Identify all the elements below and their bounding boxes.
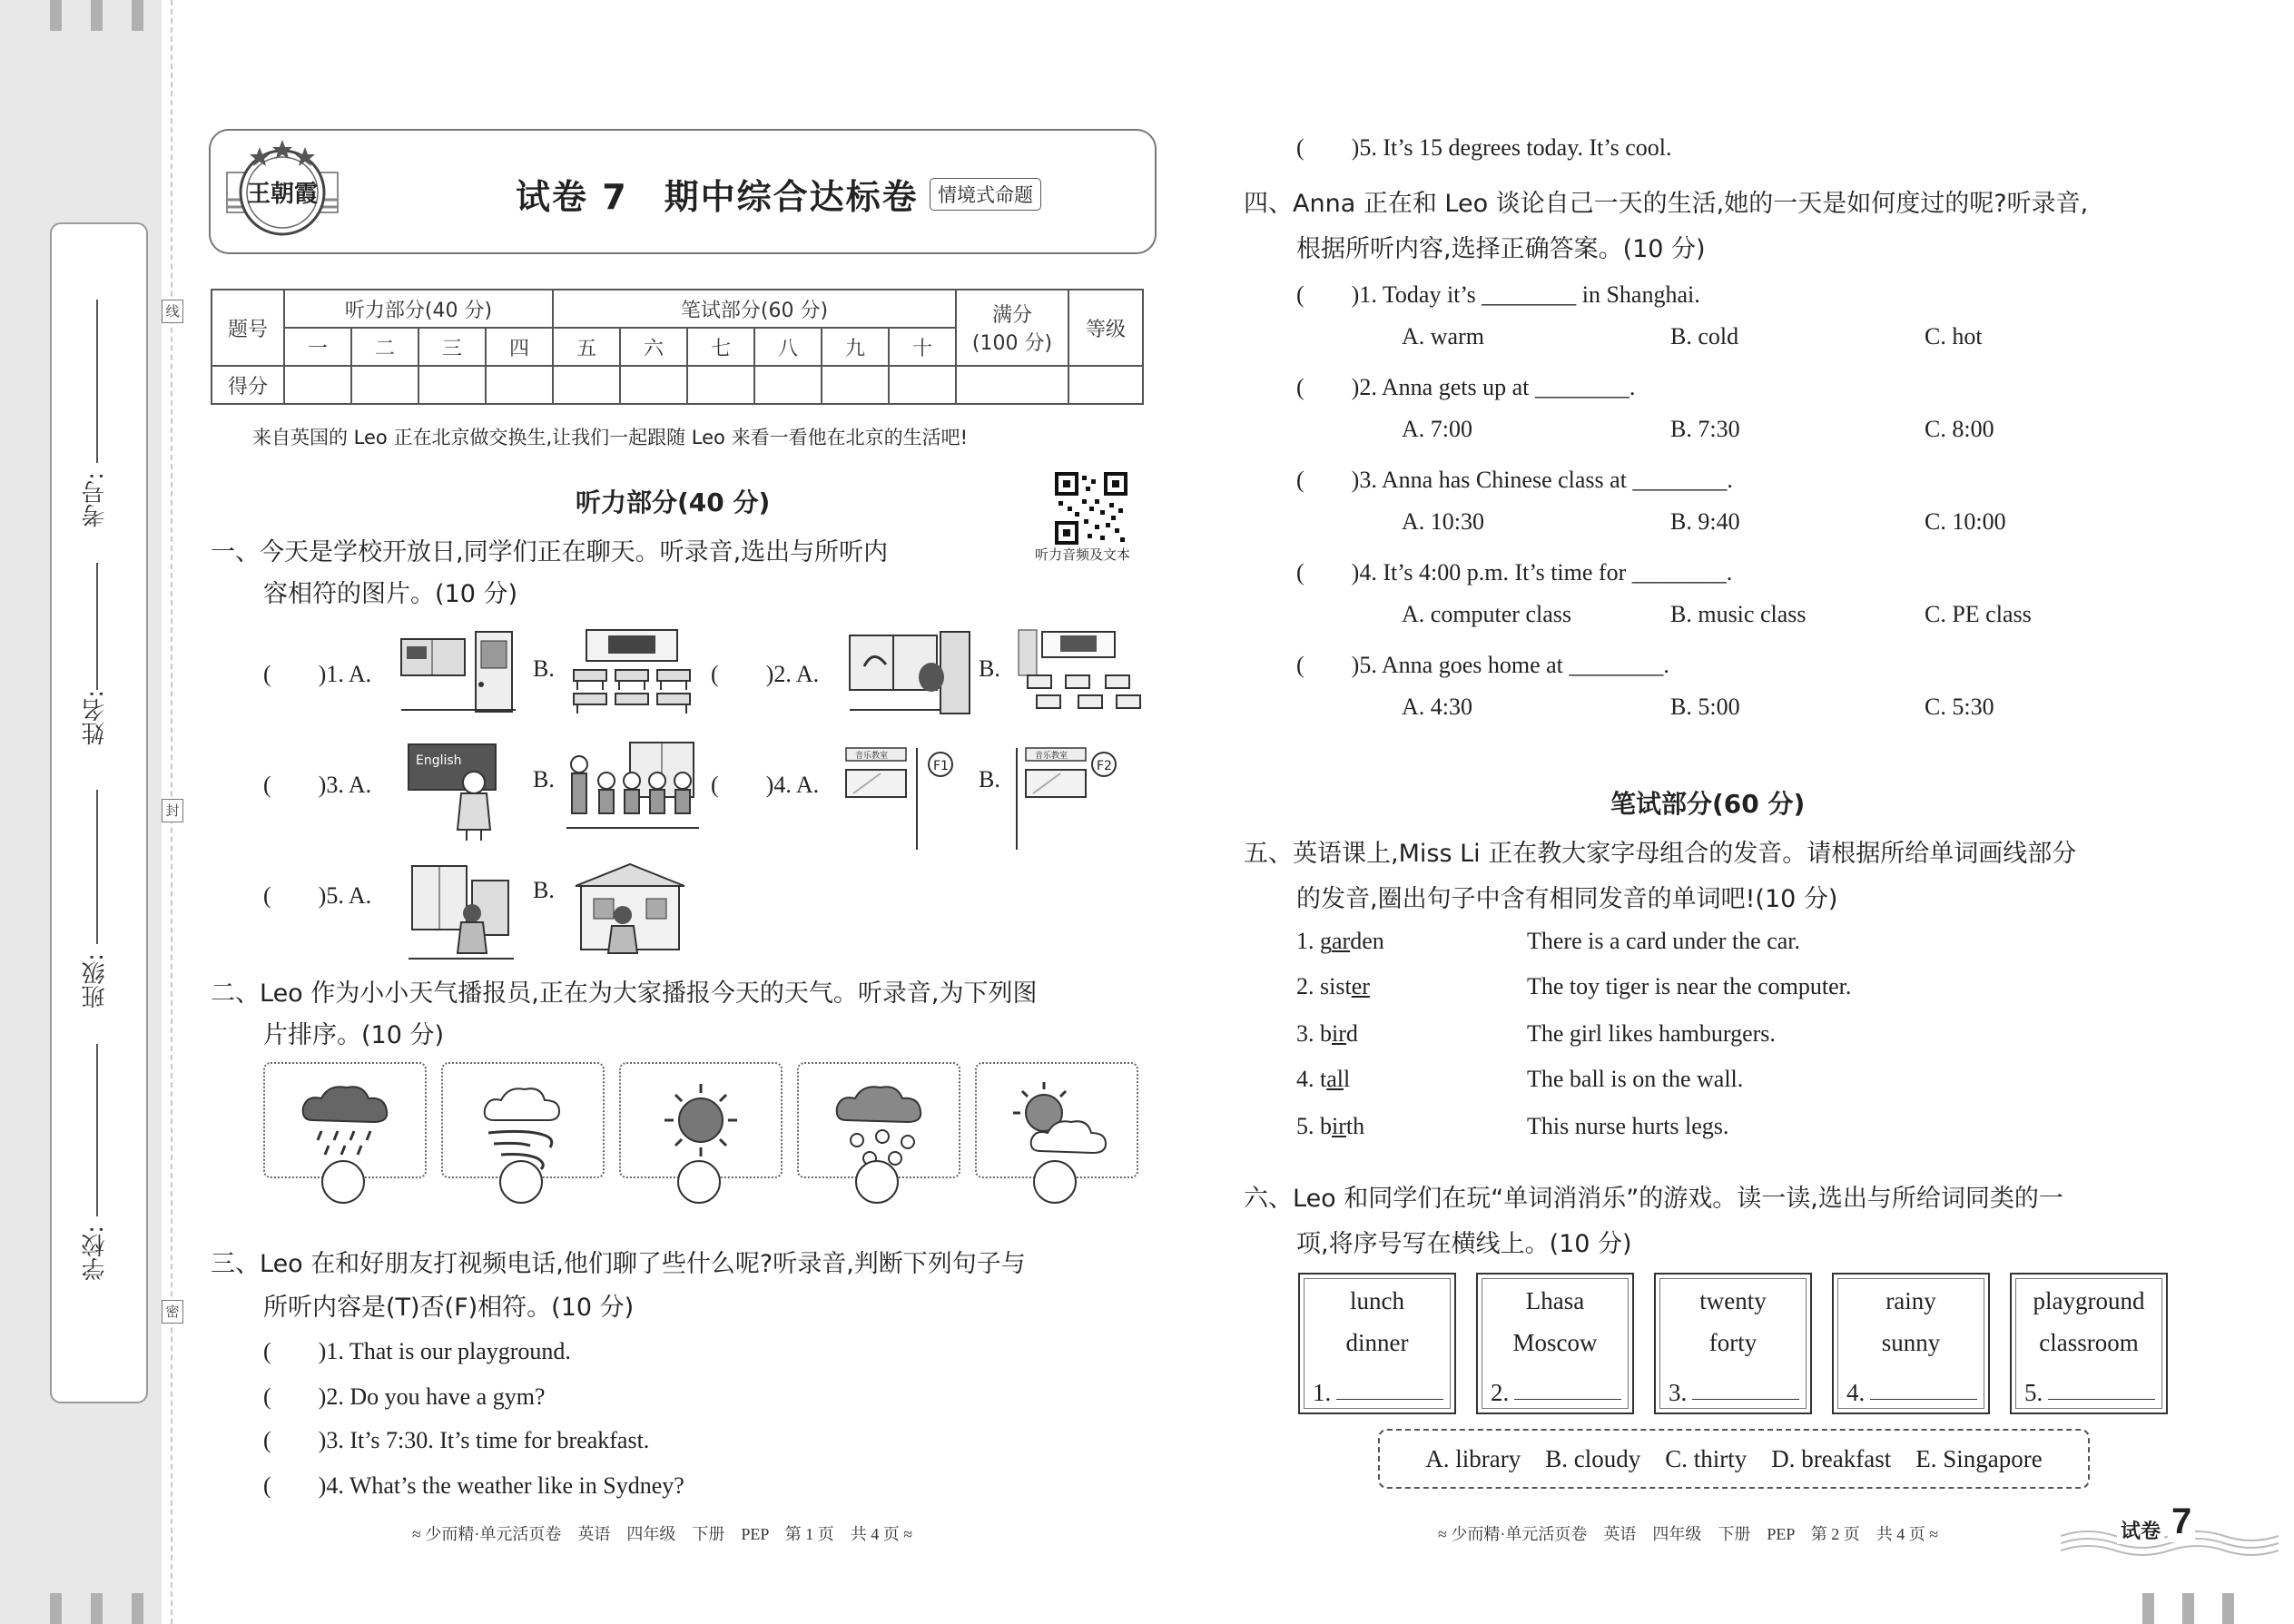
section1-heading-cont: 容相符的图片。(10 分) — [263, 580, 518, 608]
answer-line-3[interactable] — [1692, 1399, 1799, 1400]
answer-line-4[interactable] — [1870, 1399, 1977, 1400]
s4-q3-b: B. 9:40 — [1670, 508, 1740, 535]
margin-bar — [2182, 1593, 2194, 1624]
s4-q5-b: B. 5:00 — [1670, 694, 1740, 720]
intro-text: 来自英国的 Leo 正在北京做交换生,让我们一起跟随 Leo 来看一看他在北京的生活吧! — [252, 427, 968, 448]
s1-item-2: ( )2. A. — [711, 661, 820, 687]
s4-q2-c: C. 8:00 — [1925, 416, 1994, 442]
s5-word-5: 5. birth — [1296, 1113, 1365, 1139]
music-room-sign: 音乐教室 — [855, 752, 889, 761]
scenario-tag: 情境式命题 — [930, 178, 1041, 211]
s5-sentence-1: There is a card under the car. — [1527, 928, 1801, 954]
score-cell[interactable] — [553, 366, 620, 404]
s5-sentence-5: This nurse hurts legs. — [1527, 1113, 1729, 1139]
english-board-text: English — [416, 753, 462, 768]
s1-item-3: ( )3. A. — [263, 772, 372, 798]
score-table-listening: 听力部分(40 分) — [284, 290, 553, 328]
section5-heading: 五、英语课上,Miss Li 正在教大家字母组合的发音。请根据所给单词画线部分 — [1244, 840, 2077, 868]
score-cell[interactable] — [956, 366, 1068, 404]
score-table-score-label: 得分 — [212, 366, 284, 404]
s4-q3-c: C. 10:00 — [1925, 508, 2006, 535]
class-label: 班级: — [82, 953, 109, 1009]
score-cell[interactable] — [284, 366, 351, 404]
s5-word-4: 4. tall — [1296, 1066, 1351, 1092]
library-picture — [409, 862, 514, 962]
score-table-item-label: 题号 — [212, 290, 284, 366]
s3-item-5: ( )5. It’s 15 degrees today. It’s cool. — [1296, 134, 1672, 161]
footer-right: ≈ 少而精·单元活页卷 英语 四年级 下册 PEP 第 2 页 共 4 页 ≈ — [1438, 1525, 1939, 1543]
class-line[interactable] — [96, 790, 98, 944]
score-cell[interactable] — [754, 366, 822, 404]
s4-q4-a: A. computer class — [1402, 601, 1572, 627]
name-line[interactable] — [96, 563, 98, 690]
margin-bar — [2222, 1593, 2234, 1624]
score-table-grade: 等级 — [1068, 290, 1143, 366]
score-cell[interactable] — [889, 366, 956, 404]
section3-heading-cont: 所听内容是(T)否(F)相符。(10 分) — [263, 1294, 635, 1322]
score-col: 三 — [418, 328, 486, 366]
s4-q5-c: C. 5:30 — [1925, 694, 1994, 720]
s3-item-4: ( )4. What’s the weather like in Sydney? — [263, 1472, 684, 1499]
answer-line-2[interactable] — [1514, 1399, 1621, 1400]
seal-mark-line: 线 — [162, 300, 183, 323]
score-table-writing: 笔试部分(60 分) — [553, 290, 956, 328]
s4-q5: ( )5. Anna goes home at ________. — [1296, 652, 1669, 678]
section2-heading: 二、Leo 作为小小天气播报员,正在为大家播报今天的天气。听录音,为下列图 — [211, 979, 1038, 1008]
section6-heading-cont: 项,将序号写在横线上。(10 分) — [1296, 1230, 1632, 1258]
s4-q1-a: A. warm — [1402, 323, 1484, 349]
school-label: 学校: — [82, 1225, 109, 1281]
score-cell[interactable] — [822, 366, 889, 404]
score-cell[interactable] — [620, 366, 687, 404]
s5-sentence-4: The ball is on the wall. — [1527, 1066, 1744, 1092]
publisher-logo — [223, 136, 341, 243]
english-teacher-picture — [407, 743, 497, 842]
score-col: 九 — [822, 328, 889, 366]
s1-item-4-b: B. — [979, 766, 1000, 792]
name-label: 姓名: — [82, 690, 109, 745]
seal-mark-seal: 封 — [162, 799, 183, 822]
s1-item-2-b: B. — [979, 655, 1000, 682]
section3-heading: 三、Leo 在和好朋友打视频电话,他们聊了些什么呢?听录音,判断下列句子与 — [211, 1250, 1026, 1278]
s1-item-4: ( )4. A. — [711, 772, 820, 798]
floor-f1-label: F1 — [933, 759, 949, 773]
seal-mark-dense: 密 — [162, 1300, 183, 1324]
order-circle-3[interactable] — [677, 1160, 721, 1204]
score-cell[interactable] — [486, 366, 553, 404]
section4-heading-cont: 根据所听内容,选择正确答案。(10 分) — [1296, 235, 1706, 263]
s3-item-3: ( )3. It’s 7:30. It’s time for breakfast. — [263, 1427, 650, 1453]
s4-q2-b: B. 7:30 — [1670, 416, 1740, 442]
section5-heading-cont: 的发音,圈出句子中含有相同发音的单词吧!(10 分) — [1296, 885, 1838, 913]
school-line[interactable] — [96, 1044, 98, 1216]
exam-number-label: 考号: — [82, 472, 109, 527]
music-room-sign-2: 音乐教室 — [1035, 752, 1068, 761]
s4-q3-a: A. 10:30 — [1402, 508, 1484, 535]
margin-bar — [2142, 1593, 2154, 1624]
badge-label: 试卷 — [2117, 1516, 2164, 1544]
s5-sentence-2: The toy tiger is near the computer. — [1527, 973, 1852, 999]
s1-item-5: ( )5. A. — [263, 882, 372, 909]
score-cell[interactable] — [418, 366, 486, 404]
classroom-desks-picture — [568, 626, 695, 715]
s1-item-1-b: B. — [533, 655, 555, 682]
s1-item-3-b: B. — [533, 766, 555, 792]
window-desk-picture — [846, 630, 973, 715]
score-cell[interactable] — [1068, 366, 1143, 404]
badge-number: 7 — [2168, 1501, 2195, 1542]
order-circle-4[interactable] — [855, 1160, 899, 1204]
word-box-1: lunch dinner 1. — [1298, 1273, 1456, 1414]
s4-q3: ( )3. Anna has Chinese class at ________. — [1296, 467, 1733, 493]
word-box-5: playground classroom 5. — [2010, 1273, 2168, 1414]
classroom-door-picture — [399, 630, 517, 714]
score-col: 六 — [620, 328, 687, 366]
logo-text: 王朝霞 — [246, 181, 319, 208]
art-room-picture — [1015, 626, 1147, 715]
qr-code-icon[interactable] — [1055, 472, 1127, 545]
listening-title: 听力部分(40 分) — [576, 487, 771, 517]
s1-item-1: ( )1. A. — [263, 661, 372, 687]
order-circle-5[interactable] — [1033, 1160, 1077, 1204]
pe-class-picture — [566, 741, 699, 832]
music-room-f2-picture — [1013, 744, 1131, 853]
s4-q1: ( )1. Today it’s ________ in Shanghai. — [1296, 281, 1700, 308]
s5-word-1: 1. garden — [1296, 928, 1384, 954]
answer-line-1[interactable] — [1336, 1399, 1443, 1400]
score-cell[interactable] — [351, 366, 418, 404]
page-title: 试卷 7 期中综合达标卷 — [516, 177, 919, 217]
answer-line-5[interactable] — [2048, 1399, 2155, 1400]
binding-strip — [0, 0, 162, 1624]
word-box-3: twenty forty 3. — [1654, 1273, 1812, 1414]
s4-q2-a: A. 7:00 — [1402, 416, 1472, 442]
exam-number-line[interactable] — [96, 300, 98, 463]
footer-left: ≈ 少而精·单元活页卷 英语 四年级 下册 PEP 第 1 页 共 4 页 ≈ — [412, 1525, 913, 1543]
qr-caption: 听力音频及文本 — [1035, 546, 1131, 563]
order-circle-2[interactable] — [499, 1160, 543, 1204]
s3-item-2: ( )2. Do you have a gym? — [263, 1383, 546, 1410]
music-room-entrance-picture — [566, 859, 694, 959]
section2-heading-cont: 片排序。(10 分) — [263, 1021, 445, 1049]
score-col: 四 — [486, 328, 553, 366]
s4-q4-b: B. music class — [1670, 601, 1807, 627]
s4-q1-c: C. hot — [1925, 323, 1983, 349]
score-table-full: 满分 (100 分) — [956, 290, 1068, 366]
s5-word-3: 3. bird — [1296, 1020, 1358, 1047]
score-col: 十 — [889, 328, 956, 366]
score-col: 八 — [754, 328, 822, 366]
order-circle-1[interactable] — [321, 1160, 365, 1204]
writing-title: 笔试部分(60 分) — [1610, 789, 1806, 819]
section1-heading: 一、今天是学校开放日,同学们正在聊天。听录音,选出与所听内 — [211, 538, 889, 566]
s5-word-2: 2. sister — [1296, 973, 1370, 999]
s4-q2: ( )2. Anna gets up at ________. — [1296, 374, 1636, 400]
word-options: A. library B. cloudy C. thirty D. breakfast E. Singapore — [1378, 1429, 2090, 1489]
s5-sentence-3: The girl likes hamburgers. — [1527, 1020, 1776, 1047]
score-cell[interactable] — [687, 366, 754, 404]
music-room-f1-picture — [844, 744, 962, 853]
word-box-4: rainy sunny 4. — [1832, 1273, 1990, 1414]
word-box-2: Lhasa Moscow 2. — [1476, 1273, 1634, 1414]
s3-item-1: ( )1. That is our playground. — [263, 1338, 571, 1364]
s4-q4: ( )4. It’s 4:00 p.m. It’s time for ________. — [1296, 559, 1733, 586]
section4-heading: 四、Anna 正在和 Leo 谈论自己一天的生活,她的一天是如何度过的呢?听录音, — [1244, 190, 2089, 218]
section6-heading: 六、Leo 和同学们在玩“单词消消乐”的游戏。读一读,选出与所给词同类的一 — [1244, 1185, 2063, 1213]
score-col: 五 — [553, 328, 620, 366]
s4-q4-c: C. PE class — [1925, 601, 2032, 627]
s1-item-5-b: B. — [533, 877, 555, 903]
floor-f2-label: F2 — [1097, 759, 1112, 773]
score-col: 一 — [284, 328, 351, 366]
score-col: 七 — [687, 328, 754, 366]
score-table — [211, 289, 1144, 405]
score-col: 二 — [351, 328, 418, 366]
s4-q5-a: A. 4:30 — [1402, 694, 1472, 720]
s4-q1-b: B. cold — [1670, 323, 1739, 349]
